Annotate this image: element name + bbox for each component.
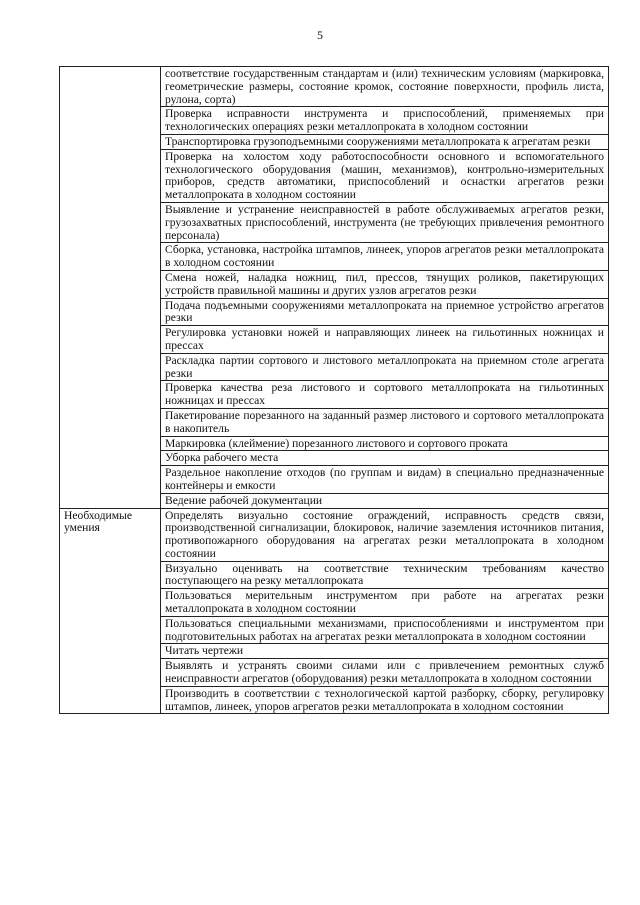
item-description: Пакетирование порезанного на заданный размер листового и сортового металлопроката в накопитель <box>161 408 609 436</box>
item-description: Уборка рабочего места <box>161 451 609 466</box>
item-description: Пользоваться мерительным инструментом при работе на агрегатах резки металлопроката в холодном состоянии <box>161 589 609 617</box>
item-description: Проверка исправности инструмента и приспособлений, применяемых при технологических операциях резки металлопроката в холодном состоянии <box>161 107 609 135</box>
item-description: Регулировка установки ножей и направляющих линеек на гильотинных ножницах и прессах <box>161 326 609 354</box>
item-description: Выявление и устранение неисправностей в работе обслуживаемых агрегатов резки, грузозахватных приспособлений, инструмента (не требующих привлечения ремонтного персонала) <box>161 202 609 242</box>
item-description: Раздельное накопление отходов (по группам и видам) в специально предназначенные контейнеры и емкости <box>161 466 609 494</box>
item-description: Визуально оценивать на соответствие техническим требованиям качество поступающего на резку металлопроката <box>161 561 609 589</box>
item-description: Производить в соответствии с технологической картой разборку, сборку, регулировку штампов, линеек, упоров агрегатов резки металлопроката в холодном состоянии <box>161 686 609 714</box>
item-description: Смена ножей, наладка ножниц, пил, прессов, тянущих роликов, пакетирующих устройств правильной машины и других узлов агрегатов резки <box>161 270 609 298</box>
item-description: Сборка, установка, настройка штампов, линеек, упоров агрегатов резки металлопроката в холодном состоянии <box>161 243 609 271</box>
item-description: Пользоваться специальными механизмами, приспособлениями и инструментом при подготовительных работах на агрегатах резки металлопроката в холодном состоянии <box>161 616 609 644</box>
table-row <box>60 67 609 107</box>
item-description: Выявлять и устранять своими силами или с привлечением ремонтных служб неисправности агрегатов (оборудования) резки металлопроката в холодном состоянии <box>161 659 609 687</box>
item-description: Маркировка (клеймение) порезанного листового и сортового проката <box>161 436 609 451</box>
item-description: Ведение рабочей документации <box>161 493 609 508</box>
item-description: соответствие государственным стандартам и (или) техническим условиям (маркировка, геометрические размеры, состояние кромок, состояние поверхности, профиль листа, рулона, сорта) <box>161 67 609 107</box>
item-description: Читать чертежи <box>161 644 609 659</box>
item-description: Проверка на холостом ходу работоспособности основного и вспомогательного технологического оборудования (машин, механизмов), контрольно-измерительных приборов, средств автоматики, приспособлений и оснастки агрегатов резки металлопроката в холодном состоянии <box>161 149 609 202</box>
item-description: Раскладка партии сортового и листового металлопроката на приемном столе агрегата резки <box>161 353 609 381</box>
page-number: 5 <box>317 28 323 42</box>
competency-table <box>59 66 609 714</box>
item-description: Определять визуально состояние ограждений, исправность средств связи, производственной сигнализации, блокировок, наличие заземления источников питания, противопожарного оборудования на агрегатах резки металлопроката в холодном состоянии <box>161 508 609 561</box>
row-group-label <box>60 67 161 509</box>
row-group-label: Необходимые умения <box>60 508 161 714</box>
table-row <box>60 508 609 561</box>
table-body <box>60 67 609 714</box>
item-description: Подача подъемными сооружениями металлопроката на приемное устройство агрегатов резки <box>161 298 609 326</box>
item-description: Проверка качества реза листового и сортового металлопроката на гильотинных ножницах и прессах <box>161 381 609 409</box>
item-description: Транспортировка грузоподъемными сооружениями металлопроката к агрегатам резки <box>161 134 609 149</box>
